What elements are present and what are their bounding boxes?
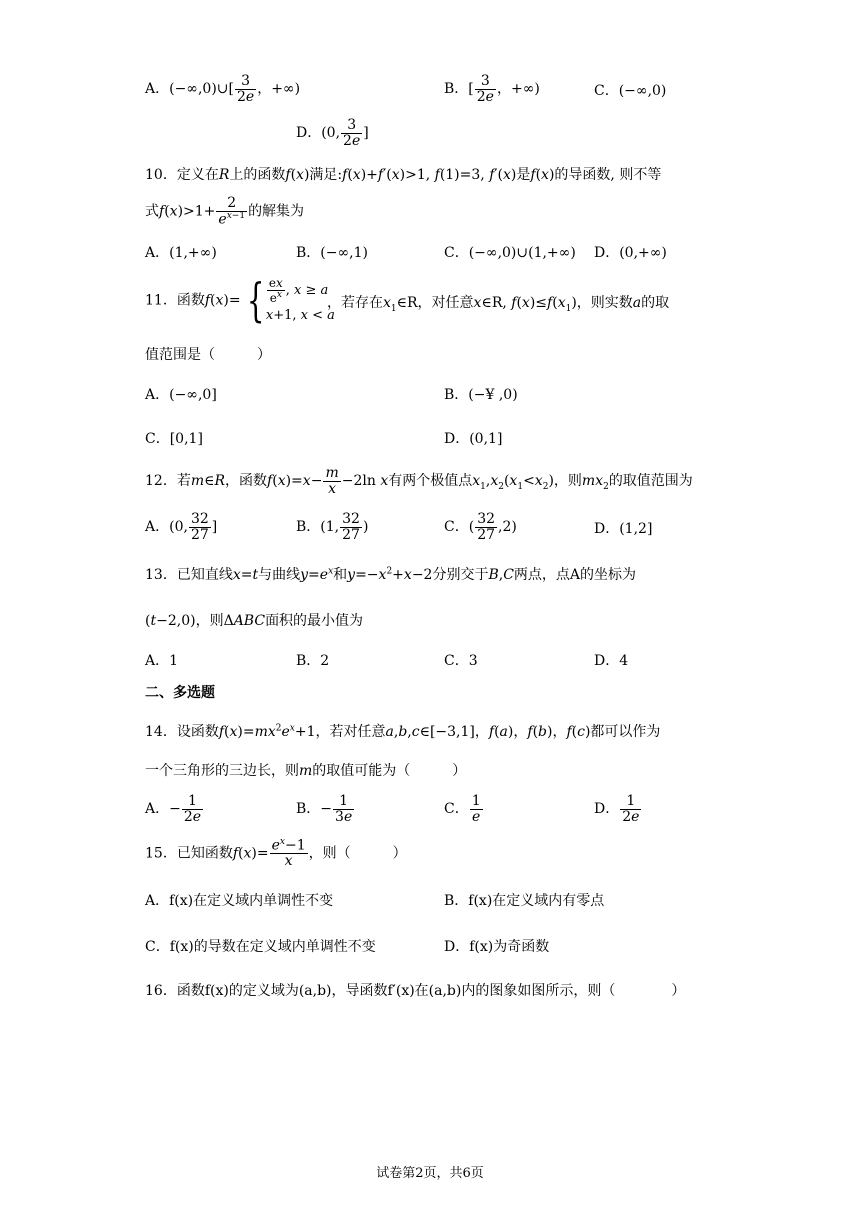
- q15-option-c: C．f(x)的导数在定义域内单调性不变: [145, 939, 376, 955]
- q13-option-d: D．4: [594, 653, 629, 669]
- page-footer: 试卷第2页，共6页: [376, 1166, 484, 1181]
- q13-stem-line2: (t−2,0)，则ΔABC面积的最小值为: [145, 613, 364, 629]
- q10-stem-line1: 10．定义在R上的函数f(x)满足:f(x)+f′(x)>1, f(1)=3, f′(x)是f(x)的导函数, 则不等: [145, 167, 662, 183]
- q14-option-c: C． $\frac{1}{e}$: [444, 793, 481, 825]
- q15-stem: 15．已知函数f(x)= $\frac{e^x-1}{x}$ ，则（ ）: [145, 837, 407, 870]
- q14-option-b: B．− $\frac{1}{3e}$: [296, 793, 353, 825]
- q15-option-a: A．f(x)在定义域内单调性不变: [145, 893, 334, 909]
- q12-option-d: D．(1,2]: [594, 521, 653, 537]
- q14-option-a: A．− $\frac{1}{2e}$: [145, 793, 202, 825]
- q14-option-d: D． $\frac{1}{2e}$: [594, 793, 640, 825]
- q10-option-a: A．(1,+∞): [145, 245, 217, 261]
- q11-stem-line2: 值范围是（ ）: [145, 347, 271, 363]
- q11-option-b: B．(−¥ ,0): [444, 387, 518, 403]
- q11-piece-2: x+1, x < a: [265, 308, 335, 324]
- q14-stem-line2: 一个三角形的三边长，则m的取值可能为（ ）: [145, 763, 467, 779]
- q11-option-c: C．[0,1]: [145, 431, 203, 447]
- q16-stem: 16．函数f(x)的定义域为(a,b)，导函数f′(x)在(a,b)内的图象如图所示，则（ ）: [145, 983, 686, 999]
- q12-option-c: C．( $\frac{32}{27}$ ,2): [444, 511, 517, 543]
- q9-option-b: B．[ $\frac{3}{2e}$ ，+∞): [444, 73, 540, 105]
- q12-stem: 12．若m∈R，函数f(x)=x− $\frac{m}{x}$ −2ln x有两个极值点$x_1,x_2(x_1<x_2)$，则$mx_2$的取值范围为: [145, 465, 693, 497]
- q12-option-a: A．(0, $\frac{32}{27}$ ]: [145, 511, 218, 543]
- q11-stem-suffix: ，若存在$x_1\in R$，对任意x∈R, $f(x)\le f(x_1)$，则实数a的取: [327, 295, 670, 314]
- q10-option-b: B．(−∞,1): [296, 245, 368, 261]
- q13-option-c: C．3: [444, 653, 478, 669]
- q15-option-d: D．f(x)为奇函数: [444, 939, 550, 955]
- section-title-multiple-choice: 二、多选题: [145, 685, 215, 701]
- q11-piece-1: $\frac{ex}{e^x}$ , x ≥ a: [268, 276, 329, 305]
- q15-option-b: B．f(x)在定义域内有零点: [444, 893, 605, 909]
- q10-stem-line2: 式f(x)>1+ $\frac{2}{e^{x-1}}$ 的解集为: [145, 195, 305, 228]
- q13-option-b: B．2: [296, 653, 330, 669]
- q9-option-d: D．(0, $\frac{3}{2e}$ ]: [296, 117, 369, 149]
- q13-stem-line1: 13．已知直线x=t与曲线$y=e^x$和$y=-x^2+x-2$分别交于B,C两点，点A的坐标为: [145, 566, 637, 583]
- q11-option-a: A．(−∞,0]: [145, 387, 217, 403]
- q13-option-a: A．1: [145, 653, 179, 669]
- q10-option-d: D．(0,+∞): [594, 245, 667, 261]
- q9-option-c: C．(−∞,0): [594, 83, 667, 99]
- q11-stem-line1: 11．函数f(x)= { $\frac{ex}{e^x}$ , x ≥ a x+1, x < a: [145, 273, 335, 328]
- q11-option-d: D．(0,1]: [444, 431, 503, 447]
- q14-stem-line1: 14．设函数$f(x)=mx^2e^x+1$，若对任意a,b,c∈[−3,1]，f(a)，f(b)，f(c)都可以作为: [145, 723, 661, 740]
- q9-option-a: A．(−∞,0)∪[ $\frac{3}{2e}$ ，+∞): [145, 73, 301, 105]
- q10-option-c: C．(−∞,0)∪(1,+∞): [444, 245, 576, 261]
- q12-option-b: B．(1, $\frac{32}{27}$ ): [296, 511, 369, 543]
